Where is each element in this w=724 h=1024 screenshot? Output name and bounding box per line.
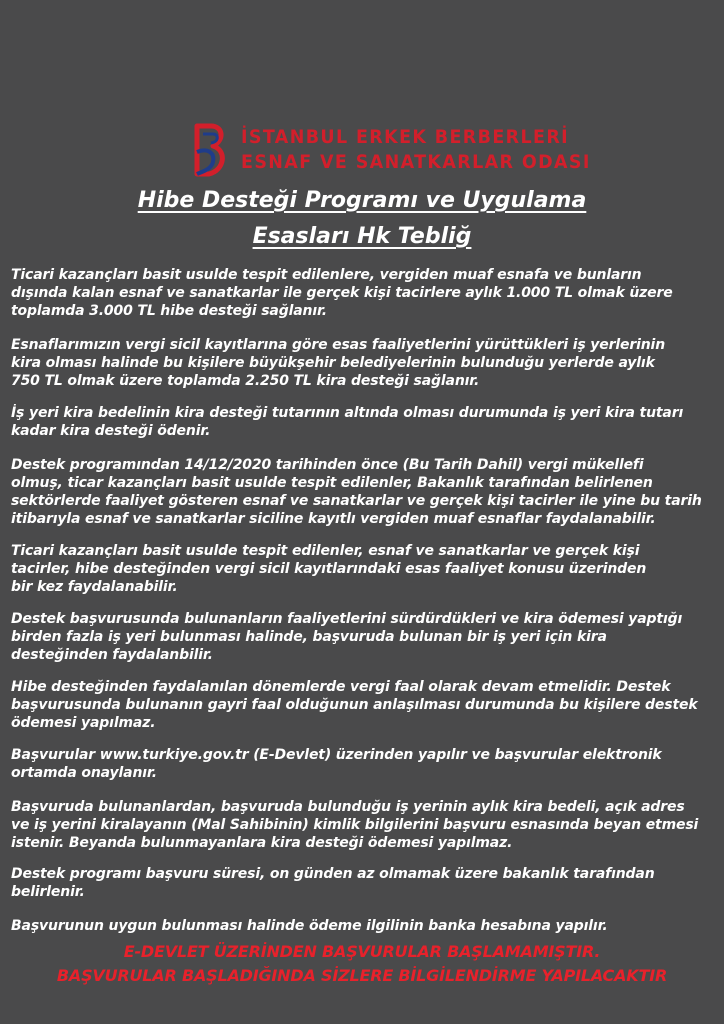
paragraph-line: Esnaflarımızın vergi sicil kayıtlarına göre esas faaliyetlerini yürüttükleri iş yerlerinin: [11, 337, 666, 353]
paragraph-line: Ticari kazançları basit usulde tespit edilenler, esnaf ve sanatkarlar ve gerçek kişi: [11, 543, 640, 559]
paragraph-7: [11, 678, 724, 732]
document-title-line-1: Hibe Desteği Programı ve Uygulama: [137, 188, 587, 213]
paragraph-11: [11, 917, 724, 935]
logo-line-1: İSTANBUL ERKEK BERBERLERİ: [241, 126, 570, 148]
paragraph-line: sektörlerde faaliyet gösteren esnaf ve sanatkarlar ve gerçek kişi tacirler ile yine bu tarih: [11, 493, 702, 509]
logo-line-2: ESNAF VE SANATKARLAR ODASI: [241, 151, 591, 173]
paragraph-line: kira olması halinde bu kişilere büyükşehir belediyelerinin bulunduğu yerlerde aylık: [11, 355, 655, 371]
paragraph-line: toplamda 3.000 TL hibe desteği sağlanır.: [11, 303, 327, 319]
paragraph-line: birden fazla iş yeri bulunması halinde, başvuruda bulunan bir iş yeri için kira: [11, 629, 607, 645]
paragraph-3: [11, 404, 724, 440]
paragraph-line: desteğinden faydalanbilir.: [11, 647, 213, 663]
paragraph-line: Destek başvurusunda bulunanların faaliyetlerini sürdürdükleri ve kira ödemesi yaptığı: [11, 611, 683, 627]
paragraph-line: Destek programı başvuru süresi, on günden az olmamak üzere bakanlık tarafından: [11, 866, 655, 882]
paragraph-line: ve iş yerini kiralayanın (Mal Sahibinin) kimlik bilgilerini başvuru esnasında beyan etmesi: [11, 817, 699, 833]
paragraph-line: başvurusunda bulunanın gayri faal olduğunun anlaşılması durumunda bu kişilere destek: [11, 697, 698, 713]
document-title-line-2: Esasları Hk Tebliğ: [252, 224, 472, 249]
paragraph-line: olmuş, ticar kazançları basit usulde tespit edilenler, Bakanlık tarafından belirlenen: [11, 475, 653, 491]
chamber-emblem-icon: [193, 122, 231, 178]
notice-line-1: E-DEVLET ÜZERİNDEN BAŞVURULAR BAŞLAMAMIŞTIR.: [123, 942, 601, 961]
paragraph-line: tacirler, hibe desteğinden vergi sicil kayıtlarındaki esas faaliyet konusu üzerinden: [11, 561, 647, 577]
paragraph-line: Başvurunun uygun bulunması halinde ödeme ilgilinin banka hesabına yapılır.: [11, 918, 608, 934]
paragraph-line: Başvuruda bulunanlardan, başvuruda bulunduğu iş yerinin aylık kira bedeli, açık adres: [11, 799, 685, 815]
paragraph-line: belirlenir.: [11, 884, 85, 900]
paragraph-line: bir kez faydalanabilir.: [11, 579, 178, 595]
notice-line-2: BAŞVURULAR BAŞLADIĞINDA SİZLERE BİLGİLENDİRME YAPILACAKTIR: [56, 966, 668, 985]
paragraph-10: [11, 865, 724, 901]
paragraph-line: ortamda onaylanır.: [11, 765, 157, 781]
paragraph-line: ödemesi yapılmaz.: [11, 715, 156, 731]
paragraph-line: istenir. Beyanda bulunmayanlara kira desteği ödemesi yapılmaz.: [11, 835, 513, 851]
paragraph-line: 750 TL olmak üzere toplamda 2.250 TL kira desteği sağlanır.: [11, 373, 480, 389]
paragraph-line: Başvurular www.turkiye.gov.tr (E-Devlet) üzerinden yapılır ve başvurular elektronik: [11, 747, 662, 763]
paragraph-line: Destek programından 14/12/2020 tarihinden önce (Bu Tarih Dahil) vergi mükellefi: [11, 457, 644, 473]
paragraph-line: kadar kira desteği ödenir.: [11, 423, 211, 439]
paragraph-2: [11, 336, 724, 390]
paragraph-1: [11, 266, 724, 320]
paragraph-line: Ticari kazançları basit usulde tespit edilenlere, vergiden muaf esnafa ve bunların: [11, 267, 642, 283]
paragraph-8: [11, 746, 724, 782]
chamber-logo: [193, 121, 621, 179]
paragraph-line: İş yeri kira bedelinin kira desteği tutarının altında olması durumunda iş yeri kira tutarı: [11, 405, 684, 421]
paragraph-4: [11, 456, 724, 528]
paragraph-5: [11, 542, 724, 596]
paragraph-9: [11, 798, 724, 852]
paragraph-line: dışında kalan esnaf ve sanatkarlar ile gerçek kişi tacirlere aylık 1.000 TL olmak üzere: [11, 285, 673, 301]
paragraph-line: itibarıyla esnaf ve sanatkarlar siciline kayıtlı vergiden muaf esnaflar faydalanabilir.: [11, 511, 656, 527]
paragraph-6: [11, 610, 724, 664]
paragraph-line: Hibe desteğinden faydalanılan dönemlerde vergi faal olarak devam etmelidir. Destek: [11, 679, 671, 695]
